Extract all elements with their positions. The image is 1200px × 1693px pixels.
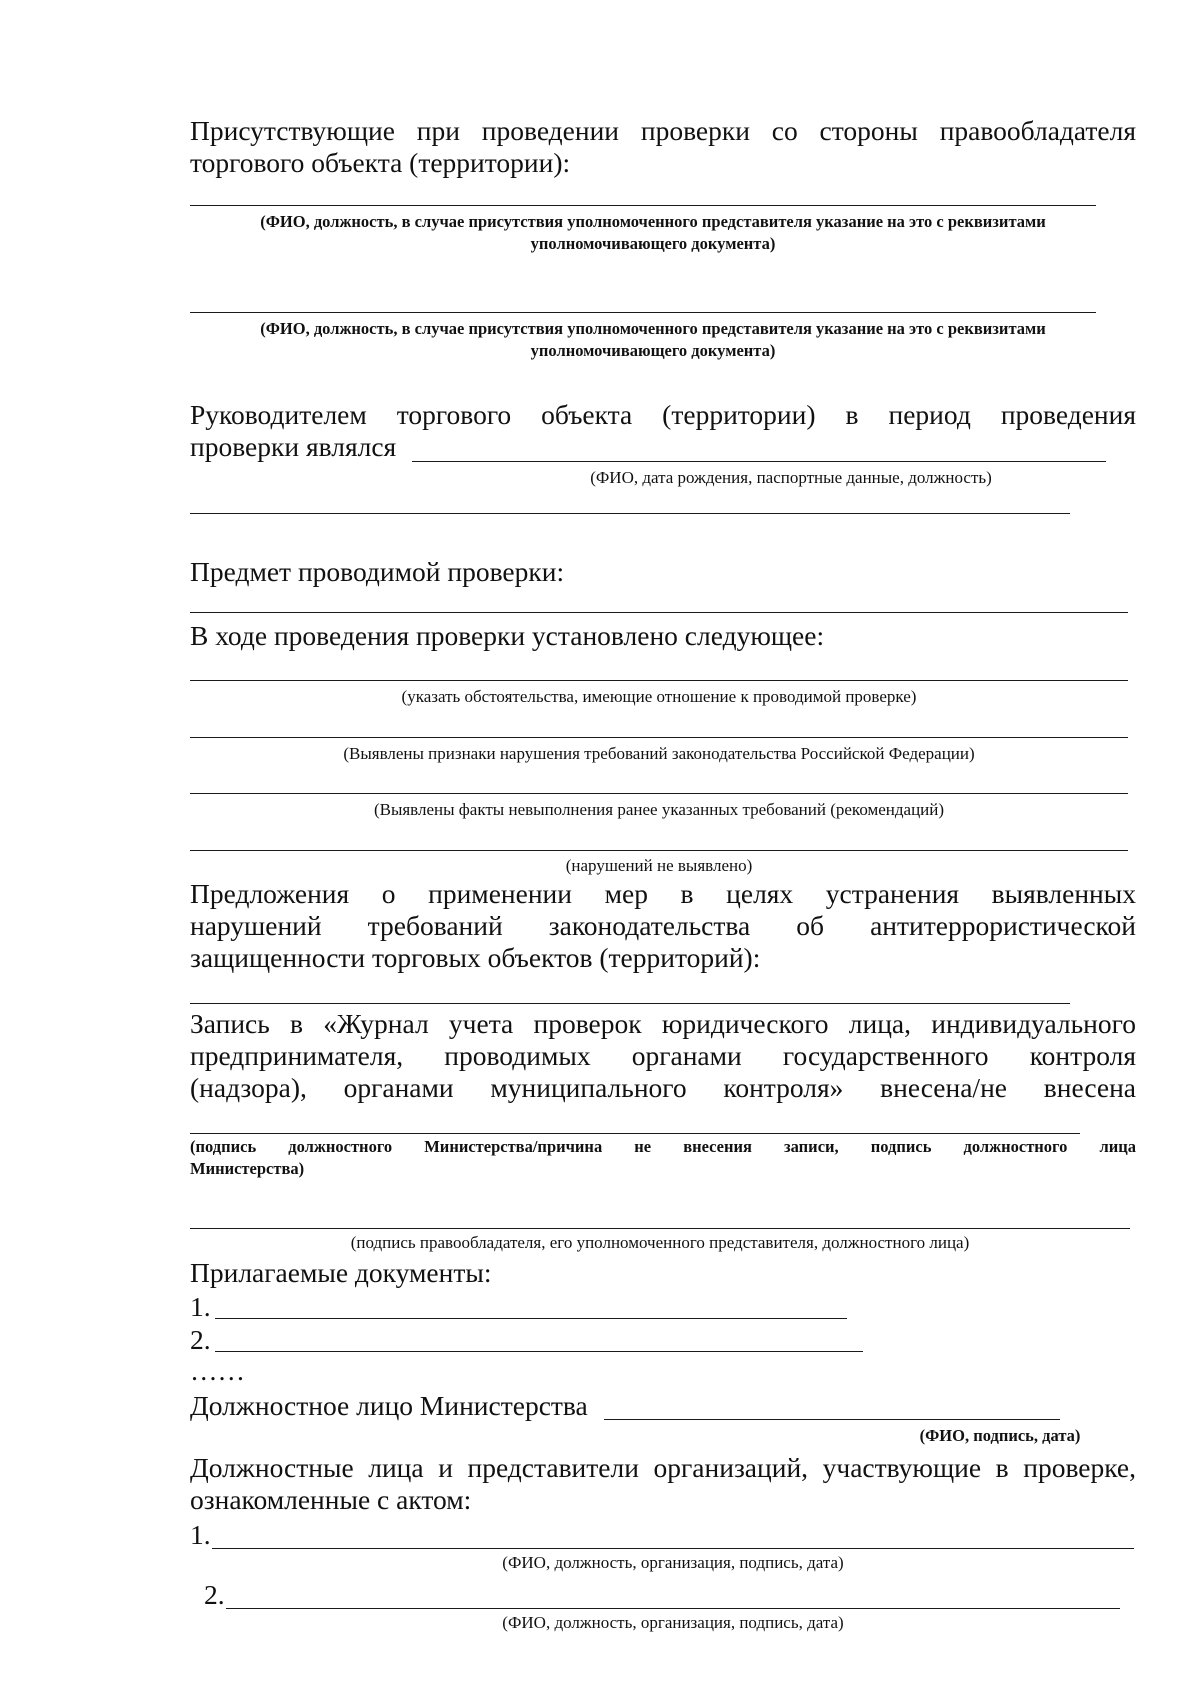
present-caption-2	[170, 318, 1136, 362]
findings-caption-nonfulfillment: (Выявлены факты невыполнения ранее указанных требований (рекомендаций)	[373, 800, 945, 819]
official-caption: (ФИО, подпись, дата)	[919, 1426, 1081, 1445]
proposals-line1: Предложения о применении мер в целях устранения выявленных	[190, 878, 1136, 909]
acquainted-item-2-caption: (ФИО, должность, организация, подпись, дата)	[502, 1613, 844, 1632]
present-blank-line-2[interactable]	[190, 312, 1096, 313]
proposals-line3: защищенности торговых объектов (территорий):	[190, 942, 761, 973]
present-caption-1-line2: уполномочивающего документа)	[530, 234, 776, 253]
acquainted-line1: Должностные лица и представители организаций, участвующие в проверке,	[190, 1452, 1136, 1483]
official-label: Должностное лицо Министерства	[190, 1390, 588, 1421]
journal-caption-line2: Министерства)	[190, 1159, 305, 1178]
findings-caption-violations: (Выявлены признаки нарушения требований законодательства Российской Федерации)	[343, 744, 975, 763]
journal-blank-line[interactable]	[190, 1133, 1080, 1134]
findings-caption-circumstances: (указать обстоятельства, имеющие отношение к проводимой проверке)	[401, 687, 917, 706]
acquainted-item-2-number: 2.	[204, 1579, 225, 1610]
journal-line3: (надзора), органами муниципального контроля» внесена/не внесена	[190, 1072, 1136, 1103]
acquainted-line2: ознакомленные с актом:	[190, 1484, 472, 1515]
present-caption-1-line1: (ФИО, должность, в случае присутствия уполномоченного представителя указание на это с реквизитами	[260, 212, 1046, 231]
present-heading-line1: Присутствующие при проведении проверки со стороны правообладателя	[190, 115, 1136, 146]
proposals-blank-line[interactable]	[190, 1003, 1070, 1004]
present-blank-line-1[interactable]	[190, 205, 1096, 206]
journal-caption	[190, 1136, 1136, 1180]
present-caption-2-line1: (ФИО, должность, в случае присутствия уполномоченного представителя указание на это с реквизитами	[260, 319, 1046, 338]
attachment-item-1-line[interactable]	[215, 1318, 847, 1319]
journal-line1: Запись в «Журнал учета проверок юридического лица, индивидуального	[190, 1008, 1136, 1039]
official-blank-line[interactable]	[604, 1419, 1060, 1420]
findings-blank-line-2[interactable]	[190, 737, 1128, 738]
findings-blank-line-4[interactable]	[190, 850, 1128, 851]
attachments-ellipsis: ……	[190, 1355, 245, 1386]
subject-label: Предмет проводимой проверки:	[190, 556, 565, 587]
head-caption: (ФИО, дата рождения, паспортные данные, должность)	[590, 468, 992, 487]
acquainted-item-1-line[interactable]	[212, 1548, 1134, 1549]
attachment-item-2-number: 2.	[190, 1324, 211, 1355]
findings-blank-line-3[interactable]	[190, 793, 1128, 794]
attachments-label: Прилагаемые документы:	[190, 1257, 492, 1288]
findings-blank-line-1[interactable]	[190, 680, 1128, 681]
acquainted-item-1-number: 1.	[190, 1519, 211, 1550]
acquainted-item-2-line[interactable]	[226, 1608, 1120, 1609]
head-line2-label: проверки являлся	[190, 431, 397, 462]
acquainted-item-1-caption: (ФИО, должность, организация, подпись, дата)	[502, 1553, 844, 1572]
owner-signature-line[interactable]	[190, 1228, 1130, 1229]
proposals-line2: нарушений требований законодательства об антитеррористической	[190, 910, 1136, 941]
attachment-item-1-number: 1.	[190, 1291, 211, 1322]
attachment-item-2-line[interactable]	[215, 1351, 863, 1352]
present-caption-2-line2: уполномочивающего документа)	[530, 341, 776, 360]
journal-line2: предпринимателя, проводимых органами государственного контроля	[190, 1040, 1136, 1071]
subject-blank-line[interactable]	[190, 612, 1128, 613]
findings-caption-none: (нарушений не выявлено)	[565, 856, 753, 875]
present-caption-1	[170, 211, 1136, 255]
present-heading-line2: торгового объекта (территории):	[190, 147, 571, 178]
head-line1: Руководителем торгового объекта (территории) в период проведения	[190, 399, 1136, 430]
owner-signature-caption: (подпись правообладателя, его уполномоченного представителя, должностного лица)	[350, 1233, 970, 1252]
head-blank-line[interactable]	[412, 461, 1106, 462]
journal-caption-line1: (подпись должностного Министерства/причина не внесения записи, подпись должностного лица	[190, 1137, 1136, 1156]
head-blank-line-2[interactable]	[190, 513, 1070, 514]
findings-label: В ходе проведения проверки установлено следующее:	[190, 620, 825, 651]
